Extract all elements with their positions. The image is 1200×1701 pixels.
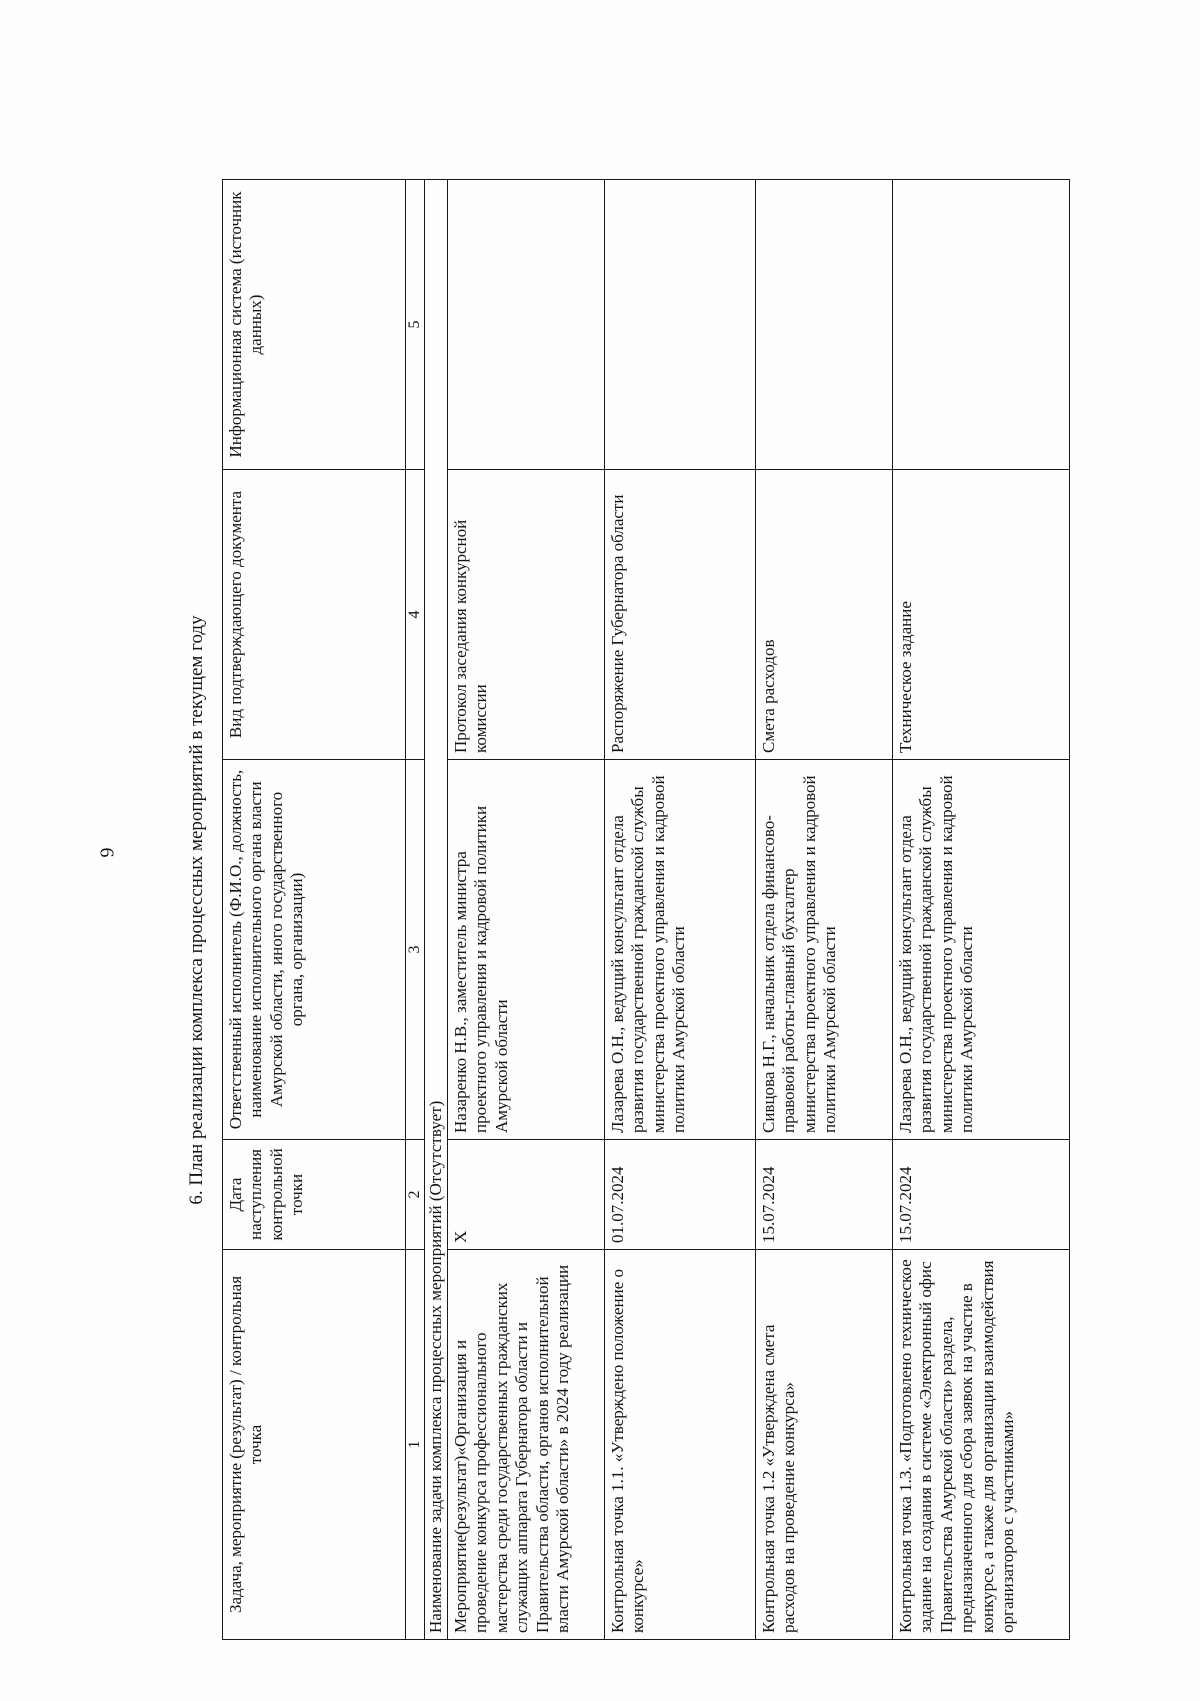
responsible-cell: Лазарева О.Н., ведущий консультант отдела развития государственной гражданской службы министерства проектного управления и кадровой политики Амурской области [893, 760, 1070, 1140]
section-title: Наименование задачи комплекса процессных мероприятий (Отсутствует) [425, 180, 448, 1640]
date-cell: 01.07.2024 [605, 1140, 756, 1250]
date-cell: 15.07.2024 [893, 1140, 1070, 1250]
page-number: 6 [95, 847, 118, 858]
column-number: 5 [406, 180, 425, 470]
info-system-cell [448, 180, 605, 470]
task-cell: Контрольная точка 1.1. «Утверждено положение о конкурсе» [605, 1250, 756, 1640]
page-title: 6. План реализации комплекса процессных мероприятий в текущем году [186, 615, 207, 1205]
document-cell: Смета расходов [756, 470, 893, 760]
header-info-system: Информационная система (источник данных) [223, 180, 406, 470]
table-row [448, 180, 605, 1640]
document-cell: Распоряжение Губернатора области [605, 470, 756, 760]
task-cell: Мероприятие(результат)«Организация и проведение конкурса профессионального мастерства среди государственных гражданских служащих аппарата Губернатора области и Правительства области, органов исполнительной власти Амурской области» в 2024 году реализации [448, 1250, 605, 1640]
column-number: 3 [406, 760, 425, 1140]
info-system-cell [605, 180, 756, 470]
responsible-cell: Лазарева О.Н., ведущий консультант отдела развития государственной гражданской службы министерства проектного управления и кадровой политики Амурской области [605, 760, 756, 1140]
header-responsible: Ответственный исполнитель (Ф.И.О., должность, наименование исполнительного органа власти Амурской области, иного государственного органа, организации) [223, 760, 406, 1140]
document-cell: Протокол заседания конкурсной комиссии [448, 470, 605, 760]
plan-sheet [180, 180, 1120, 1640]
plan-table [222, 179, 1070, 1640]
responsible-cell: Назаренко Н.В., заместитель министра проектного управления и кадровой политики Амурской области [448, 760, 605, 1140]
column-number: 1 [406, 1250, 425, 1640]
task-cell: Контрольная точка 1.3. «Подготовлено техническое задание на создания в системе «Электронный офис Правительства Амурской области» раздела, предназначенного для сбора заявок на участие в конкурсе, а также для организации взаимодействия организаторов с участниками» [893, 1250, 1070, 1640]
header-row [223, 180, 406, 1640]
date-cell: X [448, 1140, 605, 1250]
header-task: Задача, мероприятие (результат) / контрольная точка [223, 1250, 406, 1640]
info-system-cell [756, 180, 893, 470]
section-row [425, 180, 448, 1640]
column-number-row [406, 180, 425, 1640]
column-number: 4 [406, 470, 425, 760]
info-system-cell [893, 180, 1070, 470]
table-row [605, 180, 756, 1640]
table-row [893, 180, 1070, 1640]
date-cell: 15.07.2024 [756, 1140, 893, 1250]
column-number: 2 [406, 1140, 425, 1250]
header-document: Вид подтверждающего документа [223, 470, 406, 760]
task-cell: Контрольная точка 1.2 «Утверждена смета расходов на проведение конкурса» [756, 1250, 893, 1640]
header-date: Дата наступления контрольной точки [223, 1140, 406, 1250]
responsible-cell: Сивцова Н.Г., начальник отдела финансово-правовой работы-главный бухгалтер министерства проектного управления и кадровой политики Амурской области [756, 760, 893, 1140]
document-cell: Техническое задание [893, 470, 1070, 760]
table-row [756, 180, 893, 1640]
